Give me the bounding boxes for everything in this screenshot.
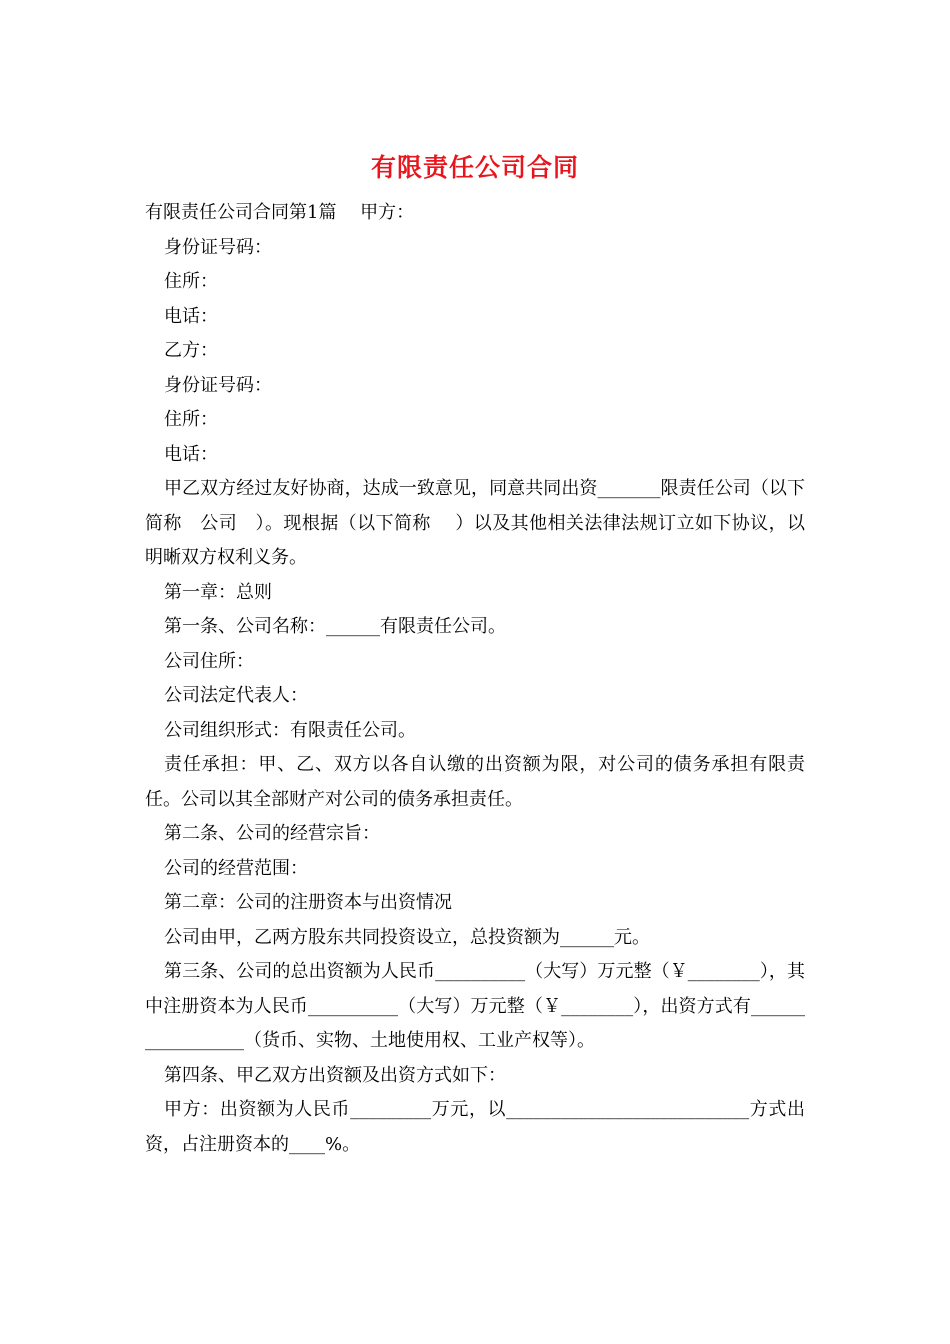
article-1-company-name: 第一条、公司名称：______有限责任公司。 [164, 616, 506, 637]
legal-representative-line: 公司法定代表人： [164, 685, 308, 706]
document-title: 有限责任公司合同 [370, 153, 579, 182]
total-investment-line: 公司由甲，乙两方股东共同投资设立，总投资额为______元。 [164, 926, 650, 948]
document-heading-line: 有限责任公司合同第1篇 甲方： [145, 202, 415, 223]
company-address-line: 公司住所： [164, 650, 254, 672]
party-a-id-line: 身份证号码： [164, 236, 272, 258]
party-b-id-line: 身份证号码： [164, 374, 272, 396]
chapter-2-heading: 第二章：公司的注册资本与出资情况 [164, 892, 452, 913]
party-b-phone-line: 电话： [164, 443, 218, 465]
article-3-capital-paragraph: 第三条、公司的总出资额为人民币__________（大写）万元整（￥________），其中注册资本为人民币__________（大写）万元整（￥________），出资方式有_________________（货币、实物、土地使用权、工业产权等）。 [145, 961, 805, 1051]
business-scope-line: 公司的经营范围： [164, 857, 308, 879]
chapter-1-heading: 第一章：总则 [164, 581, 272, 603]
organization-form-line: 公司组织形式：有限责任公司。 [164, 719, 416, 741]
party-b-address-line: 住所： [164, 409, 218, 430]
article-2-purpose: 第二条、公司的经营宗旨： [164, 823, 380, 844]
liability-paragraph: 责任承担：甲、乙、双方以各自认缴的出资额为限，对公司的债务承担有限责任。公司以其全部财产对公司的债务承担责任。 [145, 754, 805, 810]
party-a-address-line: 住所： [164, 271, 218, 292]
party-a-phone-line: 电话： [164, 305, 218, 327]
party-a-contribution-paragraph: 甲方：出资额为人民币_________万元，以___________________________方式出资，占注册资本的____%。 [145, 1099, 805, 1155]
agreement-intro-paragraph: 甲乙双方经过友好协商，达成一致意见，同意共同出资_______限责任公司（以下简称 公司 ）。现根据（以下简称 ）以及其他相关法律法规订立如下协议，以明晰双方权利义务。 [145, 478, 805, 568]
document-page [145, 150, 805, 1162]
party-b-line: 乙方： [164, 340, 218, 361]
article-4-heading: 第四条、甲乙双方出资额及出资方式如下： [164, 1064, 506, 1086]
